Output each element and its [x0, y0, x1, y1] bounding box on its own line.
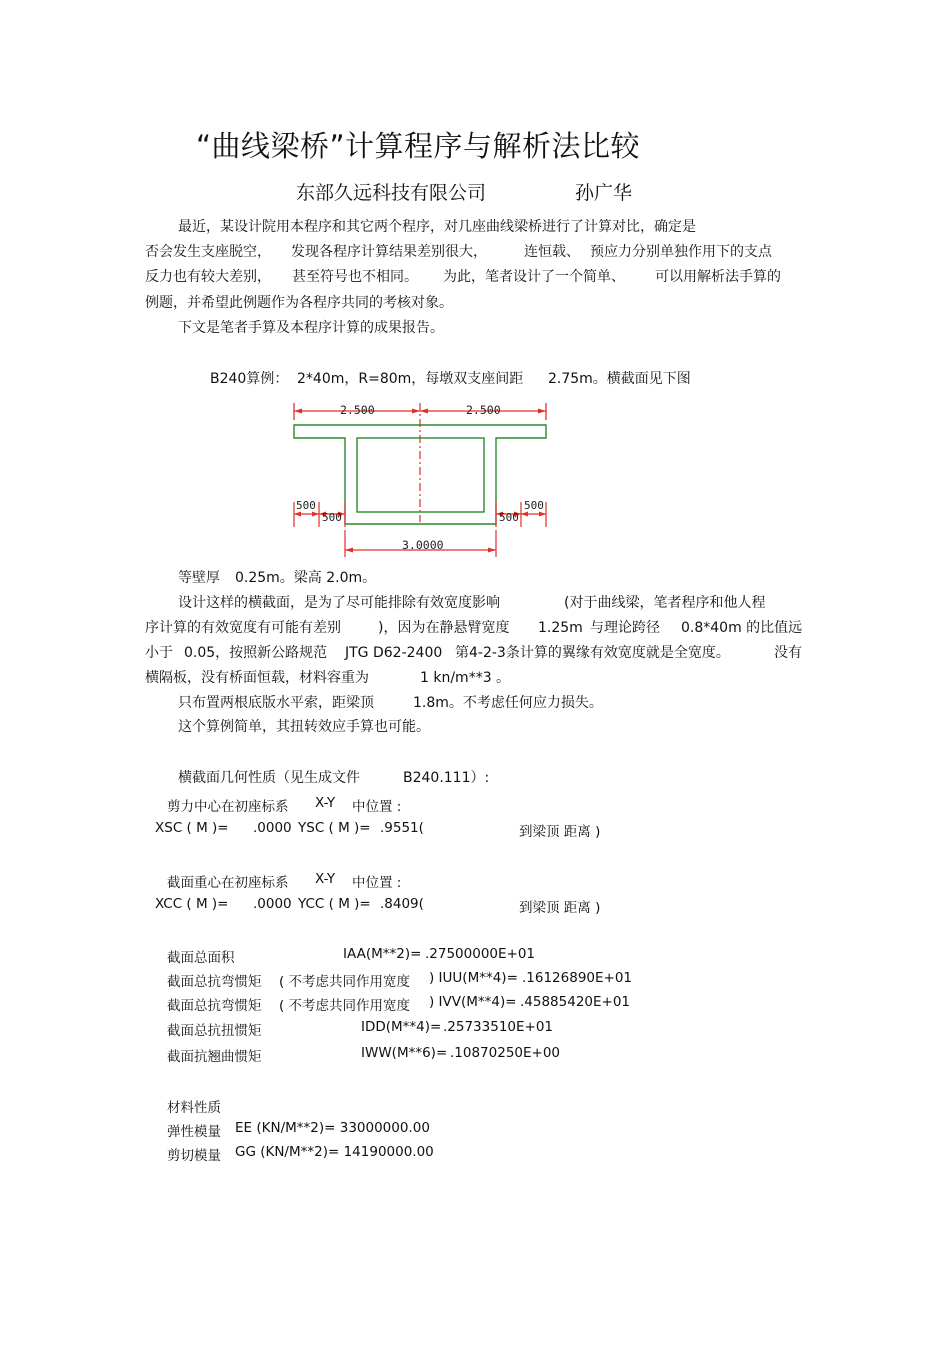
xsc-value: .0000	[253, 820, 292, 836]
shear-center-pos: 中位置 :	[352, 799, 402, 815]
prop-name: 截面总抗扭惯矩	[167, 1023, 262, 1039]
intro-line-5: 下文是笔者手算及本程序计算的成果报告。	[178, 320, 444, 336]
prop-value: .16126890E+01	[522, 970, 633, 986]
elastic-modulus-value: EE (KN/M**2)= 33000000.00	[235, 1120, 430, 1136]
desc-line-3c: 1.25m	[538, 620, 583, 636]
centroid-label: 截面重心在初座标系	[167, 875, 289, 891]
intro-line-1: 最近，某设计院用本程序和其它两个程序，对几座曲线梁桥进行了计算对比，确定是	[178, 219, 696, 235]
dim-right-outer-label: 500	[524, 499, 544, 512]
shear-modulus-value: GG (KN/M**2)= 14190000.00	[235, 1144, 434, 1160]
author-name: 孙广华	[575, 182, 633, 204]
prop-note: ( 不考虑共同作用宽度	[279, 998, 411, 1014]
prop-code: ) IVV(M**4)=	[429, 994, 517, 1010]
dim-top-left-label: 2.500	[340, 403, 375, 417]
desc-line-3d: 与理论跨径	[590, 620, 660, 636]
document-title: “曲线梁桥”计算程序与解析法比较	[196, 129, 641, 163]
prop-name: 截面总抗弯惯矩	[167, 974, 262, 990]
dim-left-outer-label: 500	[296, 499, 316, 512]
shear-modulus-label: 剪切模量	[167, 1148, 221, 1164]
centroid-xy: X-Y	[315, 871, 336, 887]
dim-right-inner-label: 500	[499, 511, 519, 524]
prop-code: IDD(M**4)=	[361, 1019, 442, 1035]
intro-line-4: 例题，并希望此例题作为各程序共同的考核对象。	[145, 295, 453, 311]
desc-line-3a: 序计算的有效宽度有可能有差别	[145, 620, 341, 636]
desc-line-2a: 设计这样的横截面，是为了尽可能排除有效宽度影响	[178, 595, 500, 611]
material-heading: 材料性质	[167, 1100, 221, 1116]
cross-section-figure	[280, 398, 560, 563]
intro-line-3b: 甚至符号也不相同。	[292, 269, 418, 285]
centroid-pos: 中位置 :	[352, 875, 402, 891]
example-params: 2*40m，R=80m，每墩双支座间距	[297, 371, 524, 387]
shear-center-xy: X-Y	[315, 795, 336, 811]
ysc-note: 到梁顶 距离 )	[519, 824, 601, 840]
desc-line-5a: 横隔板，没有桥面恒载，材料容重为	[145, 670, 369, 686]
xcc-label: XCC ( M )=	[155, 896, 229, 912]
geom-heading: 横截面几何性质（见生成文件	[178, 770, 360, 786]
dim-bottom-label: 3.0000	[402, 538, 444, 552]
prop-code: IAA(M**2)=	[343, 946, 422, 962]
ycc-note: 到梁顶 距离 )	[519, 900, 601, 916]
ysc-label: YSC ( M )=	[298, 820, 371, 836]
prop-code: IWW(M**6)=	[361, 1045, 448, 1061]
intro-line-2a: 否会发生支座脱空，	[145, 244, 271, 260]
prop-name: 截面总抗弯惯矩	[167, 998, 262, 1014]
desc-line-4b: 0.05，按照新公路规范	[184, 645, 328, 661]
dim-left-inner-label: 500	[322, 511, 342, 524]
desc-line-5b: 1 kn/m**3 。	[420, 670, 511, 686]
xcc-value: .0000	[253, 896, 292, 912]
intro-line-2c: 连恒载、	[524, 244, 580, 260]
desc-line-7: 这个算例简单，其扭转效应手算也可能。	[178, 719, 430, 735]
desc-line-4a: 小于	[145, 645, 173, 661]
prop-note: ( 不考虑共同作用宽度	[279, 974, 411, 990]
geom-heading-file: B240.111）:	[403, 770, 490, 786]
prop-value: .25733510E+01	[443, 1019, 554, 1035]
desc-line-4e: 没有	[774, 645, 802, 661]
ycc-label: YCC ( M )=	[298, 896, 371, 912]
elastic-modulus-label: 弹性模量	[167, 1124, 221, 1140]
prop-value: .45885420E+01	[520, 994, 631, 1010]
desc-line-6a: 只布置两根底版水平索，距梁顶	[178, 695, 374, 711]
intro-line-3c: 为此，笔者设计了一个简单、	[443, 269, 625, 285]
intro-line-2d: 预应力分别单独作用下的支点	[590, 244, 772, 260]
desc-line-3b: )，因为在静悬臂宽度	[378, 620, 510, 636]
example-label: B240算例：	[210, 371, 289, 387]
prop-code: ) IUU(M**4)=	[429, 970, 518, 986]
desc-line-3e: 0.8*40m 的比值远	[681, 620, 803, 636]
prop-name: 截面总面积	[167, 950, 235, 966]
shear-center-label: 剪力中心在初座标系	[167, 799, 289, 815]
desc-line-2b: (对于曲线梁，笔者程序和他人程	[564, 595, 766, 611]
desc-line-4d: 第4-2-3条计算的翼缘有效宽度就是全宽度。	[455, 645, 730, 661]
example-figure-ref: 2.75m。横截面见下图	[548, 371, 691, 387]
ycc-value: .8409(	[380, 896, 424, 912]
desc-line-6b: 1.8m。不考虑任何应力损失。	[413, 695, 603, 711]
desc-line-4c: JTG D62-2400	[345, 645, 443, 661]
intro-line-3d: 可以用解析法手算的	[655, 269, 781, 285]
company-name: 东部久远科技有限公司	[296, 182, 487, 204]
prop-value: .10870250E+00	[450, 1045, 561, 1061]
dim-top-right-label: 2.500	[466, 403, 501, 417]
prop-value: .27500000E+01	[425, 946, 536, 962]
desc-line-1b: 0.25m。梁高 2.0m。	[235, 570, 377, 586]
desc-line-1a: 等壁厚	[178, 570, 220, 586]
intro-line-2b: 发现各程序计算结果差别很大，	[291, 244, 487, 260]
xsc-label: XSC ( M )=	[155, 820, 229, 836]
ysc-value: .9551(	[380, 820, 424, 836]
intro-line-3a: 反力也有较大差别，	[145, 269, 271, 285]
prop-name: 截面抗翘曲惯矩	[167, 1049, 262, 1065]
